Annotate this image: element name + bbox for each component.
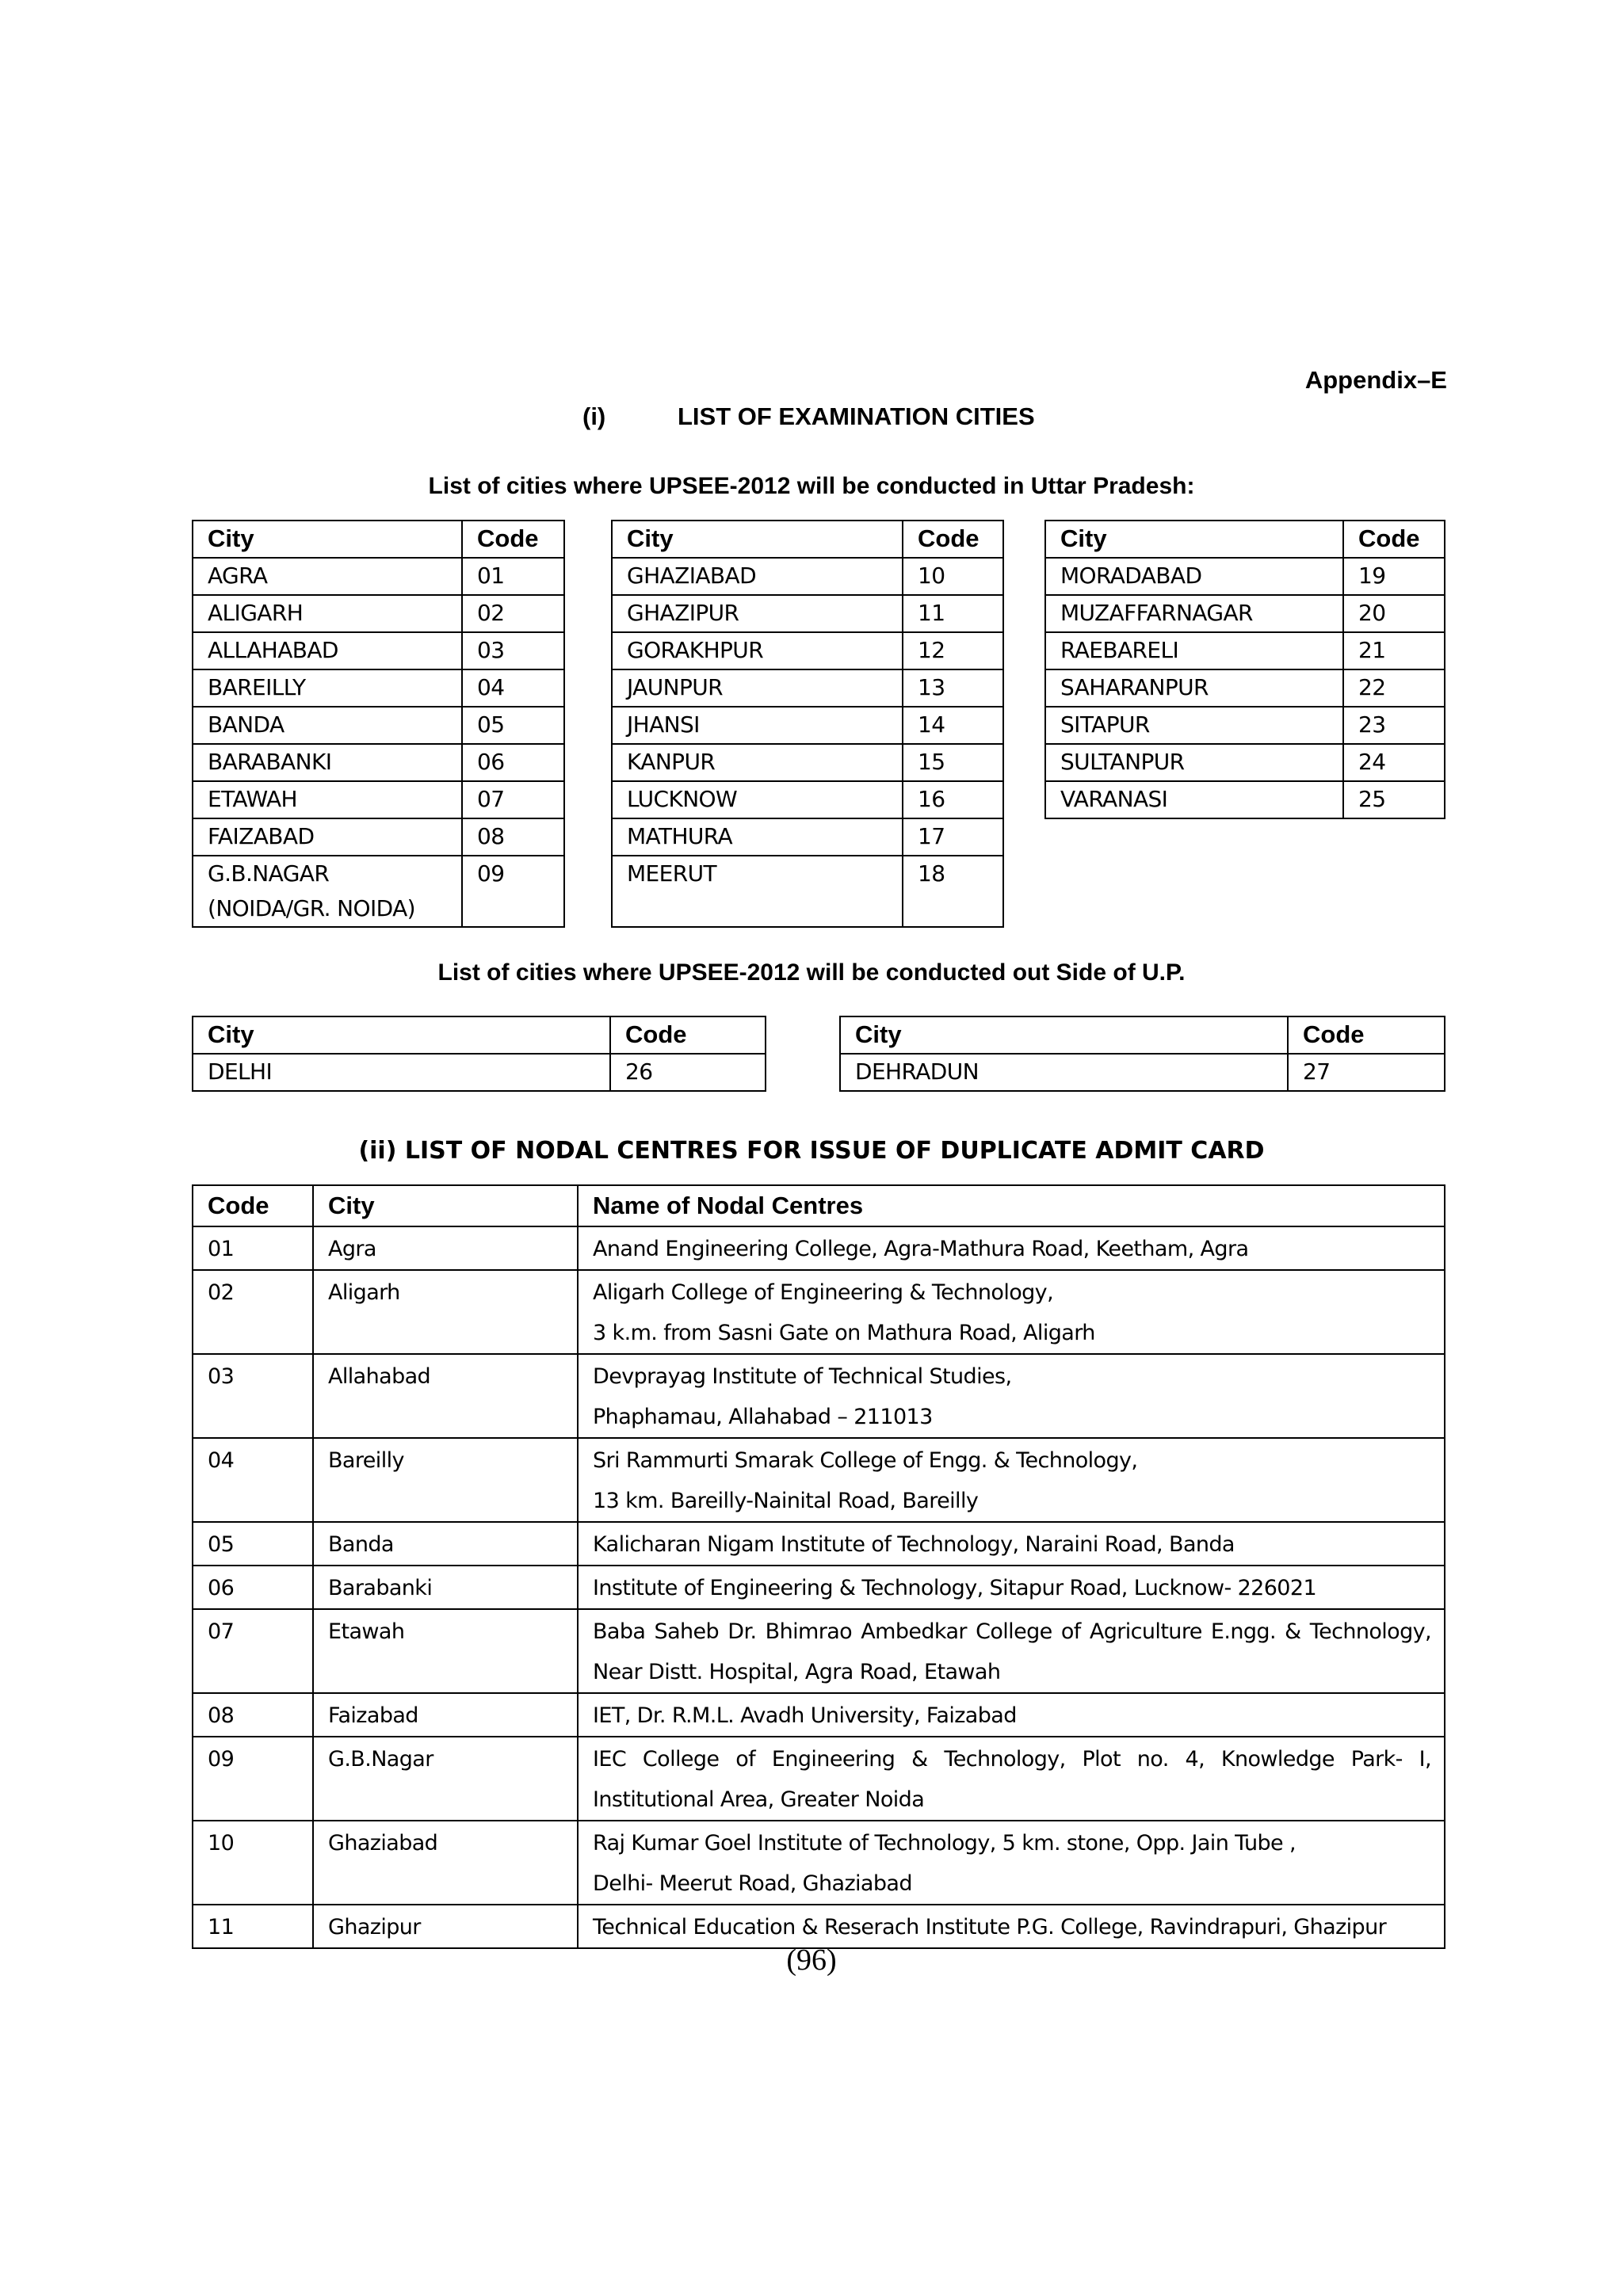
- table-row: [193, 669, 564, 707]
- city-cell: Etawah: [313, 1609, 578, 1693]
- city-cell: MUZAFFARNAGAR: [1045, 595, 1343, 632]
- nodal-centre-line: Institute of Engineering & Technology, Sitapur Road, Lucknow- 226021: [593, 1576, 1317, 1600]
- up-cities-heading: List of cities where UPSEE-2012 will be conducted in Uttar Pradesh:: [428, 473, 1195, 499]
- table-header-row: [840, 1016, 1445, 1054]
- code-cell: 12: [903, 632, 1003, 669]
- code-cell: 03: [462, 632, 564, 669]
- section-2-title: (ii) LIST OF NODAL CENTRES FOR ISSUE OF DUPLICATE ADMIT CARD: [358, 1137, 1265, 1165]
- code-cell: 18: [903, 856, 1003, 927]
- table-header-row: [612, 521, 1003, 558]
- city-cell: ALLAHABAD: [193, 632, 462, 669]
- code-cell: 27: [1288, 1054, 1445, 1091]
- code-cell: 01: [193, 1226, 313, 1270]
- city-cell: Banda: [313, 1522, 578, 1566]
- table-row: [193, 1566, 1445, 1609]
- table-row: [193, 781, 564, 818]
- city-cell-line: G.B.NAGAR: [208, 860, 330, 887]
- city-cell: MATHURA: [612, 818, 903, 856]
- table-row: [193, 1354, 1445, 1438]
- table-row: [612, 632, 1003, 669]
- table-row: [193, 1438, 1445, 1522]
- city-cell: Allahabad: [313, 1354, 578, 1438]
- city-column-header: City: [313, 1185, 578, 1226]
- table-row: [193, 558, 564, 595]
- code-cell: 16: [903, 781, 1003, 818]
- table-row: [612, 744, 1003, 781]
- section-1-heading: LIST OF EXAMINATION CITIES: [678, 402, 1035, 430]
- table-row: [193, 1737, 1445, 1821]
- code-cell: 11: [903, 595, 1003, 632]
- table-row: [193, 1054, 766, 1091]
- city-column-header: City: [840, 1016, 1288, 1054]
- table-row: [612, 818, 1003, 856]
- nodal-centre-line: IEC College of Engineering & Technology, Plot no. 4, Knowledge Park- I, Institutional Area, Greater Noida: [593, 1747, 1431, 1812]
- city-cell: BARABANKI: [193, 744, 462, 781]
- table-row: [612, 856, 1003, 927]
- city-cell: Ghaziabad: [313, 1821, 578, 1905]
- code-cell: 04: [193, 1438, 313, 1522]
- code-cell: 04: [462, 669, 564, 707]
- table-row: [1045, 558, 1445, 595]
- nodal-centre-line: Technical Education & Reserach Institute P.G. College, Ravindrapuri, Ghazipur: [593, 1915, 1387, 1939]
- nodal-centre-line: Anand Engineering College, Agra-Mathura Road, Keetham, Agra: [593, 1237, 1249, 1261]
- code-cell: 01: [462, 558, 564, 595]
- nodal-centre-cell: [578, 1226, 1445, 1270]
- city-column-header: City: [612, 521, 903, 558]
- table-row: [612, 781, 1003, 818]
- table-row: [1045, 781, 1445, 818]
- code-cell: 10: [903, 558, 1003, 595]
- table-row: [193, 1226, 1445, 1270]
- outside-cities-heading: List of cities where UPSEE-2012 will be conducted out Side of U.P.: [437, 959, 1186, 986]
- city-cell: DEHRADUN: [840, 1054, 1288, 1091]
- code-cell: 07: [462, 781, 564, 818]
- page-number: (96): [786, 1943, 837, 1977]
- city-cell: LUCKNOW: [612, 781, 903, 818]
- code-cell: 08: [193, 1693, 313, 1737]
- city-cell: MORADABAD: [1045, 558, 1343, 595]
- code-cell: 11: [193, 1905, 313, 1948]
- table-row: [193, 1821, 1445, 1905]
- city-cell: G.B.Nagar: [313, 1737, 578, 1821]
- code-column-header: Code: [610, 1016, 766, 1054]
- code-cell: 02: [193, 1270, 313, 1354]
- nodal-centre-cell: [578, 1737, 1445, 1821]
- code-cell: 06: [193, 1566, 313, 1609]
- nodal-centre-cell: [578, 1522, 1445, 1566]
- code-cell: 09: [462, 856, 564, 927]
- nodal-centre-line: 13 km. Bareilly-Nainital Road, Bareilly: [593, 1489, 979, 1513]
- code-cell: 10: [193, 1821, 313, 1905]
- table-row: [193, 1522, 1445, 1566]
- nodal-centre-cell: [578, 1354, 1445, 1438]
- city-cell: SAHARANPUR: [1045, 669, 1343, 707]
- table-row: [193, 744, 564, 781]
- table-row: [612, 558, 1003, 595]
- table-row: [612, 707, 1003, 744]
- table-row: [1045, 744, 1445, 781]
- table-row: [193, 595, 564, 632]
- city-cell: Ghazipur: [313, 1905, 578, 1948]
- code-column-header: Code: [193, 1185, 313, 1226]
- table-row: [193, 1905, 1445, 1948]
- city-cell: FAIZABAD: [193, 818, 462, 856]
- code-column-header: Code: [1343, 521, 1445, 558]
- city-cell: Barabanki: [313, 1566, 578, 1609]
- city-cell: MEERUT: [612, 856, 903, 927]
- code-column-header: Code: [1288, 1016, 1445, 1054]
- code-cell: 09: [193, 1737, 313, 1821]
- code-cell: 23: [1343, 707, 1445, 744]
- up-cities-table-1: [192, 520, 565, 928]
- city-cell: JHANSI: [612, 707, 903, 744]
- city-cell: GHAZIPUR: [612, 595, 903, 632]
- city-cell: SITAPUR: [1045, 707, 1343, 744]
- city-cell: BAREILLY: [193, 669, 462, 707]
- city-cell: Faizabad: [313, 1693, 578, 1737]
- code-cell: 07: [193, 1609, 313, 1693]
- nodal-centre-line: 3 k.m. from Sasni Gate on Mathura Road, Aligarh: [593, 1321, 1095, 1345]
- outside-cities-table-1: [192, 1016, 766, 1092]
- code-cell: 08: [462, 818, 564, 856]
- table-header-row: [193, 521, 564, 558]
- table-header-row: [1045, 521, 1445, 558]
- nodal-centre-cell: [578, 1438, 1445, 1522]
- table-row: [193, 1270, 1445, 1354]
- city-cell: DELHI: [193, 1054, 610, 1091]
- table-row: [612, 669, 1003, 707]
- nodal-centre-line: Kalicharan Nigam Institute of Technology, Naraini Road, Banda: [593, 1532, 1235, 1557]
- city-cell: GHAZIABAD: [612, 558, 903, 595]
- nodal-centre-line: Raj Kumar Goel Institute of Technology, 5 km. stone, Opp. Jain Tube ,: [593, 1831, 1296, 1855]
- code-cell: 19: [1343, 558, 1445, 595]
- nodal-centre-cell: [578, 1609, 1445, 1693]
- city-cell-line: (NOIDA/GR. NOIDA): [208, 895, 415, 921]
- code-cell: 26: [610, 1054, 766, 1091]
- table-row: [193, 632, 564, 669]
- nodal-centre-line: Baba Saheb Dr. Bhimrao Ambedkar College of Agriculture E.ngg. & Technology, Near Distt. Hospital, Agra Road, Etawah: [593, 1619, 1431, 1684]
- up-cities-table-3: [1044, 520, 1445, 819]
- table-row: [612, 595, 1003, 632]
- city-cell: AGRA: [193, 558, 462, 595]
- city-cell: ALIGARH: [193, 595, 462, 632]
- city-cell: RAEBARELI: [1045, 632, 1343, 669]
- nodal-centre-column-header: Name of Nodal Centres: [578, 1185, 1445, 1226]
- code-cell: 21: [1343, 632, 1445, 669]
- code-cell: 14: [903, 707, 1003, 744]
- appendix-label: Appendix–E: [1304, 366, 1447, 394]
- city-cell: Bareilly: [313, 1438, 578, 1522]
- code-cell: 13: [903, 669, 1003, 707]
- code-cell: 17: [903, 818, 1003, 856]
- city-column-header: City: [193, 1016, 610, 1054]
- city-cell: VARANASI: [1045, 781, 1343, 818]
- code-cell: 20: [1343, 595, 1445, 632]
- city-cell: BANDA: [193, 707, 462, 744]
- code-cell: 25: [1343, 781, 1445, 818]
- nodal-centre-line: Sri Rammurti Smarak College of Engg. & Technology,: [593, 1448, 1138, 1473]
- code-cell: 05: [193, 1522, 313, 1566]
- city-cell: KANPUR: [612, 744, 903, 781]
- code-cell: 15: [903, 744, 1003, 781]
- city-cell: Agra: [313, 1226, 578, 1270]
- nodal-centre-line: Delhi- Meerut Road, Ghaziabad: [593, 1871, 912, 1896]
- up-cities-table-2: [611, 520, 1004, 928]
- code-cell: 24: [1343, 744, 1445, 781]
- nodal-centres-table: [192, 1184, 1445, 1949]
- city-cell: [193, 856, 462, 927]
- city-cell: GORAKHPUR: [612, 632, 903, 669]
- city-column-header: City: [193, 521, 462, 558]
- table-row: [1045, 595, 1445, 632]
- code-cell: 02: [462, 595, 564, 632]
- code-column-header: Code: [903, 521, 1003, 558]
- nodal-centre-cell: [578, 1821, 1445, 1905]
- nodal-centre-cell: [578, 1905, 1445, 1948]
- code-cell: 05: [462, 707, 564, 744]
- nodal-centre-line: Phaphamau, Allahabad – 211013: [593, 1405, 933, 1429]
- city-cell: Aligarh: [313, 1270, 578, 1354]
- table-row: [840, 1054, 1445, 1091]
- table-row: [193, 1693, 1445, 1737]
- code-cell: 06: [462, 744, 564, 781]
- nodal-centre-cell: [578, 1693, 1445, 1737]
- section-1-number: (i): [582, 402, 606, 430]
- nodal-centre-line: Aligarh College of Engineering & Technology,: [593, 1280, 1054, 1305]
- city-column-header: City: [1045, 521, 1343, 558]
- table-row: [1045, 669, 1445, 707]
- nodal-centre-cell: [578, 1270, 1445, 1354]
- outside-cities-table-2: [839, 1016, 1445, 1092]
- table-row: [1045, 632, 1445, 669]
- table-row: [1045, 707, 1445, 744]
- table-header-row: [193, 1016, 766, 1054]
- table-row: [193, 818, 564, 856]
- nodal-centre-line: IET, Dr. R.M.L. Avadh University, Faizabad: [593, 1703, 1017, 1728]
- city-cell: JAUNPUR: [612, 669, 903, 707]
- code-column-header: Code: [462, 521, 564, 558]
- code-cell: 22: [1343, 669, 1445, 707]
- table-row: [193, 1609, 1445, 1693]
- table-row: [193, 856, 564, 927]
- nodal-centre-line: Devprayag Institute of Technical Studies,: [593, 1364, 1012, 1389]
- city-cell: SULTANPUR: [1045, 744, 1343, 781]
- nodal-centre-cell: [578, 1566, 1445, 1609]
- table-header-row: [193, 1185, 1445, 1226]
- table-row: [193, 707, 564, 744]
- code-cell: 03: [193, 1354, 313, 1438]
- city-cell: ETAWAH: [193, 781, 462, 818]
